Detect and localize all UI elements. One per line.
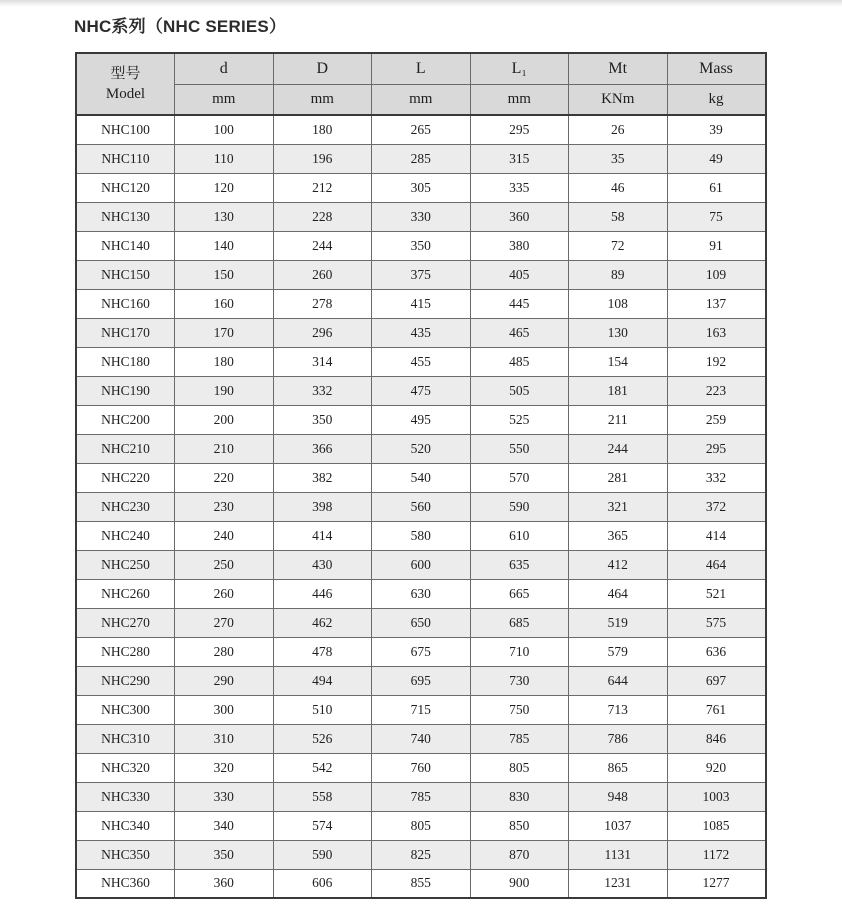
cell-value: 26 [569, 115, 668, 144]
cell-value: 740 [372, 724, 471, 753]
table-row [76, 492, 766, 521]
cell-value: 697 [667, 666, 766, 695]
cell-model: NHC270 [76, 608, 175, 637]
cell-value: 154 [569, 347, 668, 376]
cell-value: 332 [273, 376, 372, 405]
table-row [76, 637, 766, 666]
cell-value: 665 [470, 579, 569, 608]
cell-value: 520 [372, 434, 471, 463]
table-header [76, 53, 766, 115]
cell-value: 296 [273, 318, 372, 347]
cell-value: 1003 [667, 782, 766, 811]
cell-value: 350 [175, 840, 274, 869]
cell-value: 350 [273, 405, 372, 434]
cell-value: 223 [667, 376, 766, 405]
table-row [76, 173, 766, 202]
cell-value: 540 [372, 463, 471, 492]
table-row [76, 869, 766, 898]
cell-value: 75 [667, 202, 766, 231]
header-model-en: Model [105, 86, 146, 102]
cell-model: NHC350 [76, 840, 175, 869]
cell-value: 140 [175, 231, 274, 260]
cell-model: NHC260 [76, 579, 175, 608]
header-label-row [76, 53, 766, 84]
cell-value: 650 [372, 608, 471, 637]
cell-value: 196 [273, 144, 372, 173]
cell-value: 786 [569, 724, 668, 753]
cell-value: 72 [569, 231, 668, 260]
cell-value: 360 [175, 869, 274, 898]
cell-value: 521 [667, 579, 766, 608]
cell-value: 685 [470, 608, 569, 637]
cell-model: NHC340 [76, 811, 175, 840]
cell-value: 366 [273, 434, 372, 463]
cell-value: 948 [569, 782, 668, 811]
cell-value: 1037 [569, 811, 668, 840]
table-row [76, 260, 766, 289]
cell-value: 315 [470, 144, 569, 173]
cell-value: 49 [667, 144, 766, 173]
cell-value: 785 [372, 782, 471, 811]
cell-value: 163 [667, 318, 766, 347]
cell-value: 830 [470, 782, 569, 811]
cell-value: 785 [470, 724, 569, 753]
cell-value: 130 [175, 202, 274, 231]
cell-value: 526 [273, 724, 372, 753]
cell-value: 464 [569, 579, 668, 608]
cell-model: NHC110 [76, 144, 175, 173]
cell-model: NHC290 [76, 666, 175, 695]
cell-value: 314 [273, 347, 372, 376]
cell-value: 1085 [667, 811, 766, 840]
cell-value: 900 [470, 869, 569, 898]
cell-value: 321 [569, 492, 668, 521]
table-body [76, 115, 766, 898]
cell-value: 713 [569, 695, 668, 724]
cell-value: 445 [470, 289, 569, 318]
cell-value: 46 [569, 173, 668, 202]
table-row [76, 782, 766, 811]
cell-value: 240 [175, 521, 274, 550]
table-row [76, 347, 766, 376]
table-row [76, 231, 766, 260]
cell-value: 160 [175, 289, 274, 318]
table-row [76, 811, 766, 840]
table-row [76, 724, 766, 753]
cell-value: 590 [470, 492, 569, 521]
cell-model: NHC160 [76, 289, 175, 318]
header-unit-row [76, 84, 766, 115]
cell-value: 300 [175, 695, 274, 724]
cell-value: 865 [569, 753, 668, 782]
cell-value: 870 [470, 840, 569, 869]
cell-value: 360 [470, 202, 569, 231]
cell-model: NHC150 [76, 260, 175, 289]
cell-value: 405 [470, 260, 569, 289]
cell-value: 295 [667, 434, 766, 463]
cell-value: 525 [470, 405, 569, 434]
cell-value: 560 [372, 492, 471, 521]
table-row [76, 666, 766, 695]
cell-value: 558 [273, 782, 372, 811]
cell-value: 244 [569, 434, 668, 463]
cell-value: 89 [569, 260, 668, 289]
cell-value: 630 [372, 579, 471, 608]
table-row [76, 115, 766, 144]
cell-model: NHC190 [76, 376, 175, 405]
table-row [76, 405, 766, 434]
cell-model: NHC360 [76, 869, 175, 898]
table-row [76, 289, 766, 318]
cell-value: 305 [372, 173, 471, 202]
cell-value: 61 [667, 173, 766, 202]
cell-value: 505 [470, 376, 569, 405]
cell-value: 190 [175, 376, 274, 405]
cell-value: 320 [175, 753, 274, 782]
cell-value: 100 [175, 115, 274, 144]
cell-model: NHC310 [76, 724, 175, 753]
header-col-Mt: Mt [569, 53, 668, 84]
cell-value: 295 [470, 115, 569, 144]
cell-value: 519 [569, 608, 668, 637]
cell-value: 464 [667, 550, 766, 579]
cell-value: 415 [372, 289, 471, 318]
cell-value: 220 [175, 463, 274, 492]
cell-model: NHC250 [76, 550, 175, 579]
cell-value: 290 [175, 666, 274, 695]
cell-value: 285 [372, 144, 471, 173]
cell-value: 495 [372, 405, 471, 434]
cell-value: 414 [667, 521, 766, 550]
cell-value: 580 [372, 521, 471, 550]
cell-model: NHC230 [76, 492, 175, 521]
unit-col-D: mm [273, 84, 372, 115]
cell-value: 550 [470, 434, 569, 463]
cell-value: 170 [175, 318, 274, 347]
table-row [76, 840, 766, 869]
table-row [76, 695, 766, 724]
cell-value: 335 [470, 173, 569, 202]
cell-value: 606 [273, 869, 372, 898]
cell-value: 250 [175, 550, 274, 579]
cell-value: 510 [273, 695, 372, 724]
unit-col-d: mm [175, 84, 274, 115]
cell-value: 675 [372, 637, 471, 666]
cell-model: NHC320 [76, 753, 175, 782]
cell-model: NHC170 [76, 318, 175, 347]
cell-value: 575 [667, 608, 766, 637]
cell-value: 330 [372, 202, 471, 231]
unit-col-L: mm [372, 84, 471, 115]
cell-value: 228 [273, 202, 372, 231]
cell-value: 1231 [569, 869, 668, 898]
table-row [76, 608, 766, 637]
cell-value: 542 [273, 753, 372, 782]
cell-value: 455 [372, 347, 471, 376]
cell-model: NHC280 [76, 637, 175, 666]
table-row [76, 753, 766, 782]
cell-value: 574 [273, 811, 372, 840]
cell-value: 600 [372, 550, 471, 579]
cell-value: 39 [667, 115, 766, 144]
cell-value: 58 [569, 202, 668, 231]
cell-model: NHC100 [76, 115, 175, 144]
cell-model: NHC220 [76, 463, 175, 492]
cell-value: 715 [372, 695, 471, 724]
cell-value: 846 [667, 724, 766, 753]
cell-value: 365 [569, 521, 668, 550]
cell-value: 446 [273, 579, 372, 608]
header-col-L1: L₁ [470, 53, 569, 84]
cell-value: 130 [569, 318, 668, 347]
cell-value: 478 [273, 637, 372, 666]
cell-value: 150 [175, 260, 274, 289]
table-row [76, 144, 766, 173]
table-row [76, 579, 766, 608]
unit-col-Mass: kg [667, 84, 766, 115]
cell-value: 805 [372, 811, 471, 840]
cell-value: 350 [372, 231, 471, 260]
cell-model: NHC210 [76, 434, 175, 463]
cell-value: 91 [667, 231, 766, 260]
cell-value: 211 [569, 405, 668, 434]
cell-value: 398 [273, 492, 372, 521]
cell-value: 730 [470, 666, 569, 695]
cell-value: 380 [470, 231, 569, 260]
unit-col-L1: mm [470, 84, 569, 115]
cell-value: 192 [667, 347, 766, 376]
cell-value: 920 [667, 753, 766, 782]
cell-value: 260 [175, 579, 274, 608]
cell-value: 108 [569, 289, 668, 318]
cell-model: NHC120 [76, 173, 175, 202]
cell-value: 760 [372, 753, 471, 782]
cell-model: NHC300 [76, 695, 175, 724]
cell-value: 1277 [667, 869, 766, 898]
table-row [76, 521, 766, 550]
cell-value: 430 [273, 550, 372, 579]
cell-model: NHC240 [76, 521, 175, 550]
cell-value: 462 [273, 608, 372, 637]
cell-value: 1172 [667, 840, 766, 869]
cell-value: 260 [273, 260, 372, 289]
header-col-D: D [273, 53, 372, 84]
cell-value: 636 [667, 637, 766, 666]
cell-value: 590 [273, 840, 372, 869]
cell-value: 265 [372, 115, 471, 144]
cell-model: NHC200 [76, 405, 175, 434]
cell-value: 412 [569, 550, 668, 579]
table-row [76, 376, 766, 405]
cell-value: 230 [175, 492, 274, 521]
cell-value: 494 [273, 666, 372, 695]
cell-value: 414 [273, 521, 372, 550]
cell-value: 695 [372, 666, 471, 695]
cell-value: 35 [569, 144, 668, 173]
cell-value: 579 [569, 637, 668, 666]
table-row [76, 318, 766, 347]
cell-value: 710 [470, 637, 569, 666]
cell-value: 181 [569, 376, 668, 405]
unit-col-Mt: KNm [569, 84, 668, 115]
cell-value: 278 [273, 289, 372, 318]
cell-value: 244 [273, 231, 372, 260]
cell-value: 210 [175, 434, 274, 463]
cell-value: 110 [175, 144, 274, 173]
cell-value: 310 [175, 724, 274, 753]
cell-value: 805 [470, 753, 569, 782]
cell-value: 259 [667, 405, 766, 434]
cell-value: 375 [372, 260, 471, 289]
cell-value: 372 [667, 492, 766, 521]
cell-value: 1131 [569, 840, 668, 869]
cell-value: 475 [372, 376, 471, 405]
header-col-L: L [372, 53, 471, 84]
page-title: NHC系列（NHC SERIES） [74, 17, 287, 36]
cell-value: 750 [470, 695, 569, 724]
cell-value: 435 [372, 318, 471, 347]
cell-value: 280 [175, 637, 274, 666]
cell-value: 850 [470, 811, 569, 840]
cell-value: 644 [569, 666, 668, 695]
cell-value: 761 [667, 695, 766, 724]
header-model [76, 53, 175, 115]
cell-value: 180 [273, 115, 372, 144]
table-row [76, 550, 766, 579]
cell-value: 825 [372, 840, 471, 869]
cell-value: 332 [667, 463, 766, 492]
cell-value: 270 [175, 608, 274, 637]
cell-value: 109 [667, 260, 766, 289]
header-col-Mass: Mass [667, 53, 766, 84]
cell-value: 137 [667, 289, 766, 318]
table-row [76, 202, 766, 231]
cell-value: 570 [470, 463, 569, 492]
cell-model: NHC180 [76, 347, 175, 376]
table-row [76, 463, 766, 492]
cell-value: 610 [470, 521, 569, 550]
cell-value: 281 [569, 463, 668, 492]
page-top-edge [0, 0, 842, 7]
cell-value: 485 [470, 347, 569, 376]
cell-value: 200 [175, 405, 274, 434]
nhc-series-spec-table [75, 52, 767, 899]
cell-model: NHC130 [76, 202, 175, 231]
cell-value: 465 [470, 318, 569, 347]
cell-value: 340 [175, 811, 274, 840]
table-row [76, 434, 766, 463]
cell-value: 855 [372, 869, 471, 898]
cell-value: 180 [175, 347, 274, 376]
cell-value: 330 [175, 782, 274, 811]
header-col-d: d [175, 53, 274, 84]
cell-value: 635 [470, 550, 569, 579]
header-model-cn: 型号 [110, 65, 141, 82]
cell-model: NHC330 [76, 782, 175, 811]
cell-value: 382 [273, 463, 372, 492]
cell-model: NHC140 [76, 231, 175, 260]
cell-value: 212 [273, 173, 372, 202]
cell-value: 120 [175, 173, 274, 202]
